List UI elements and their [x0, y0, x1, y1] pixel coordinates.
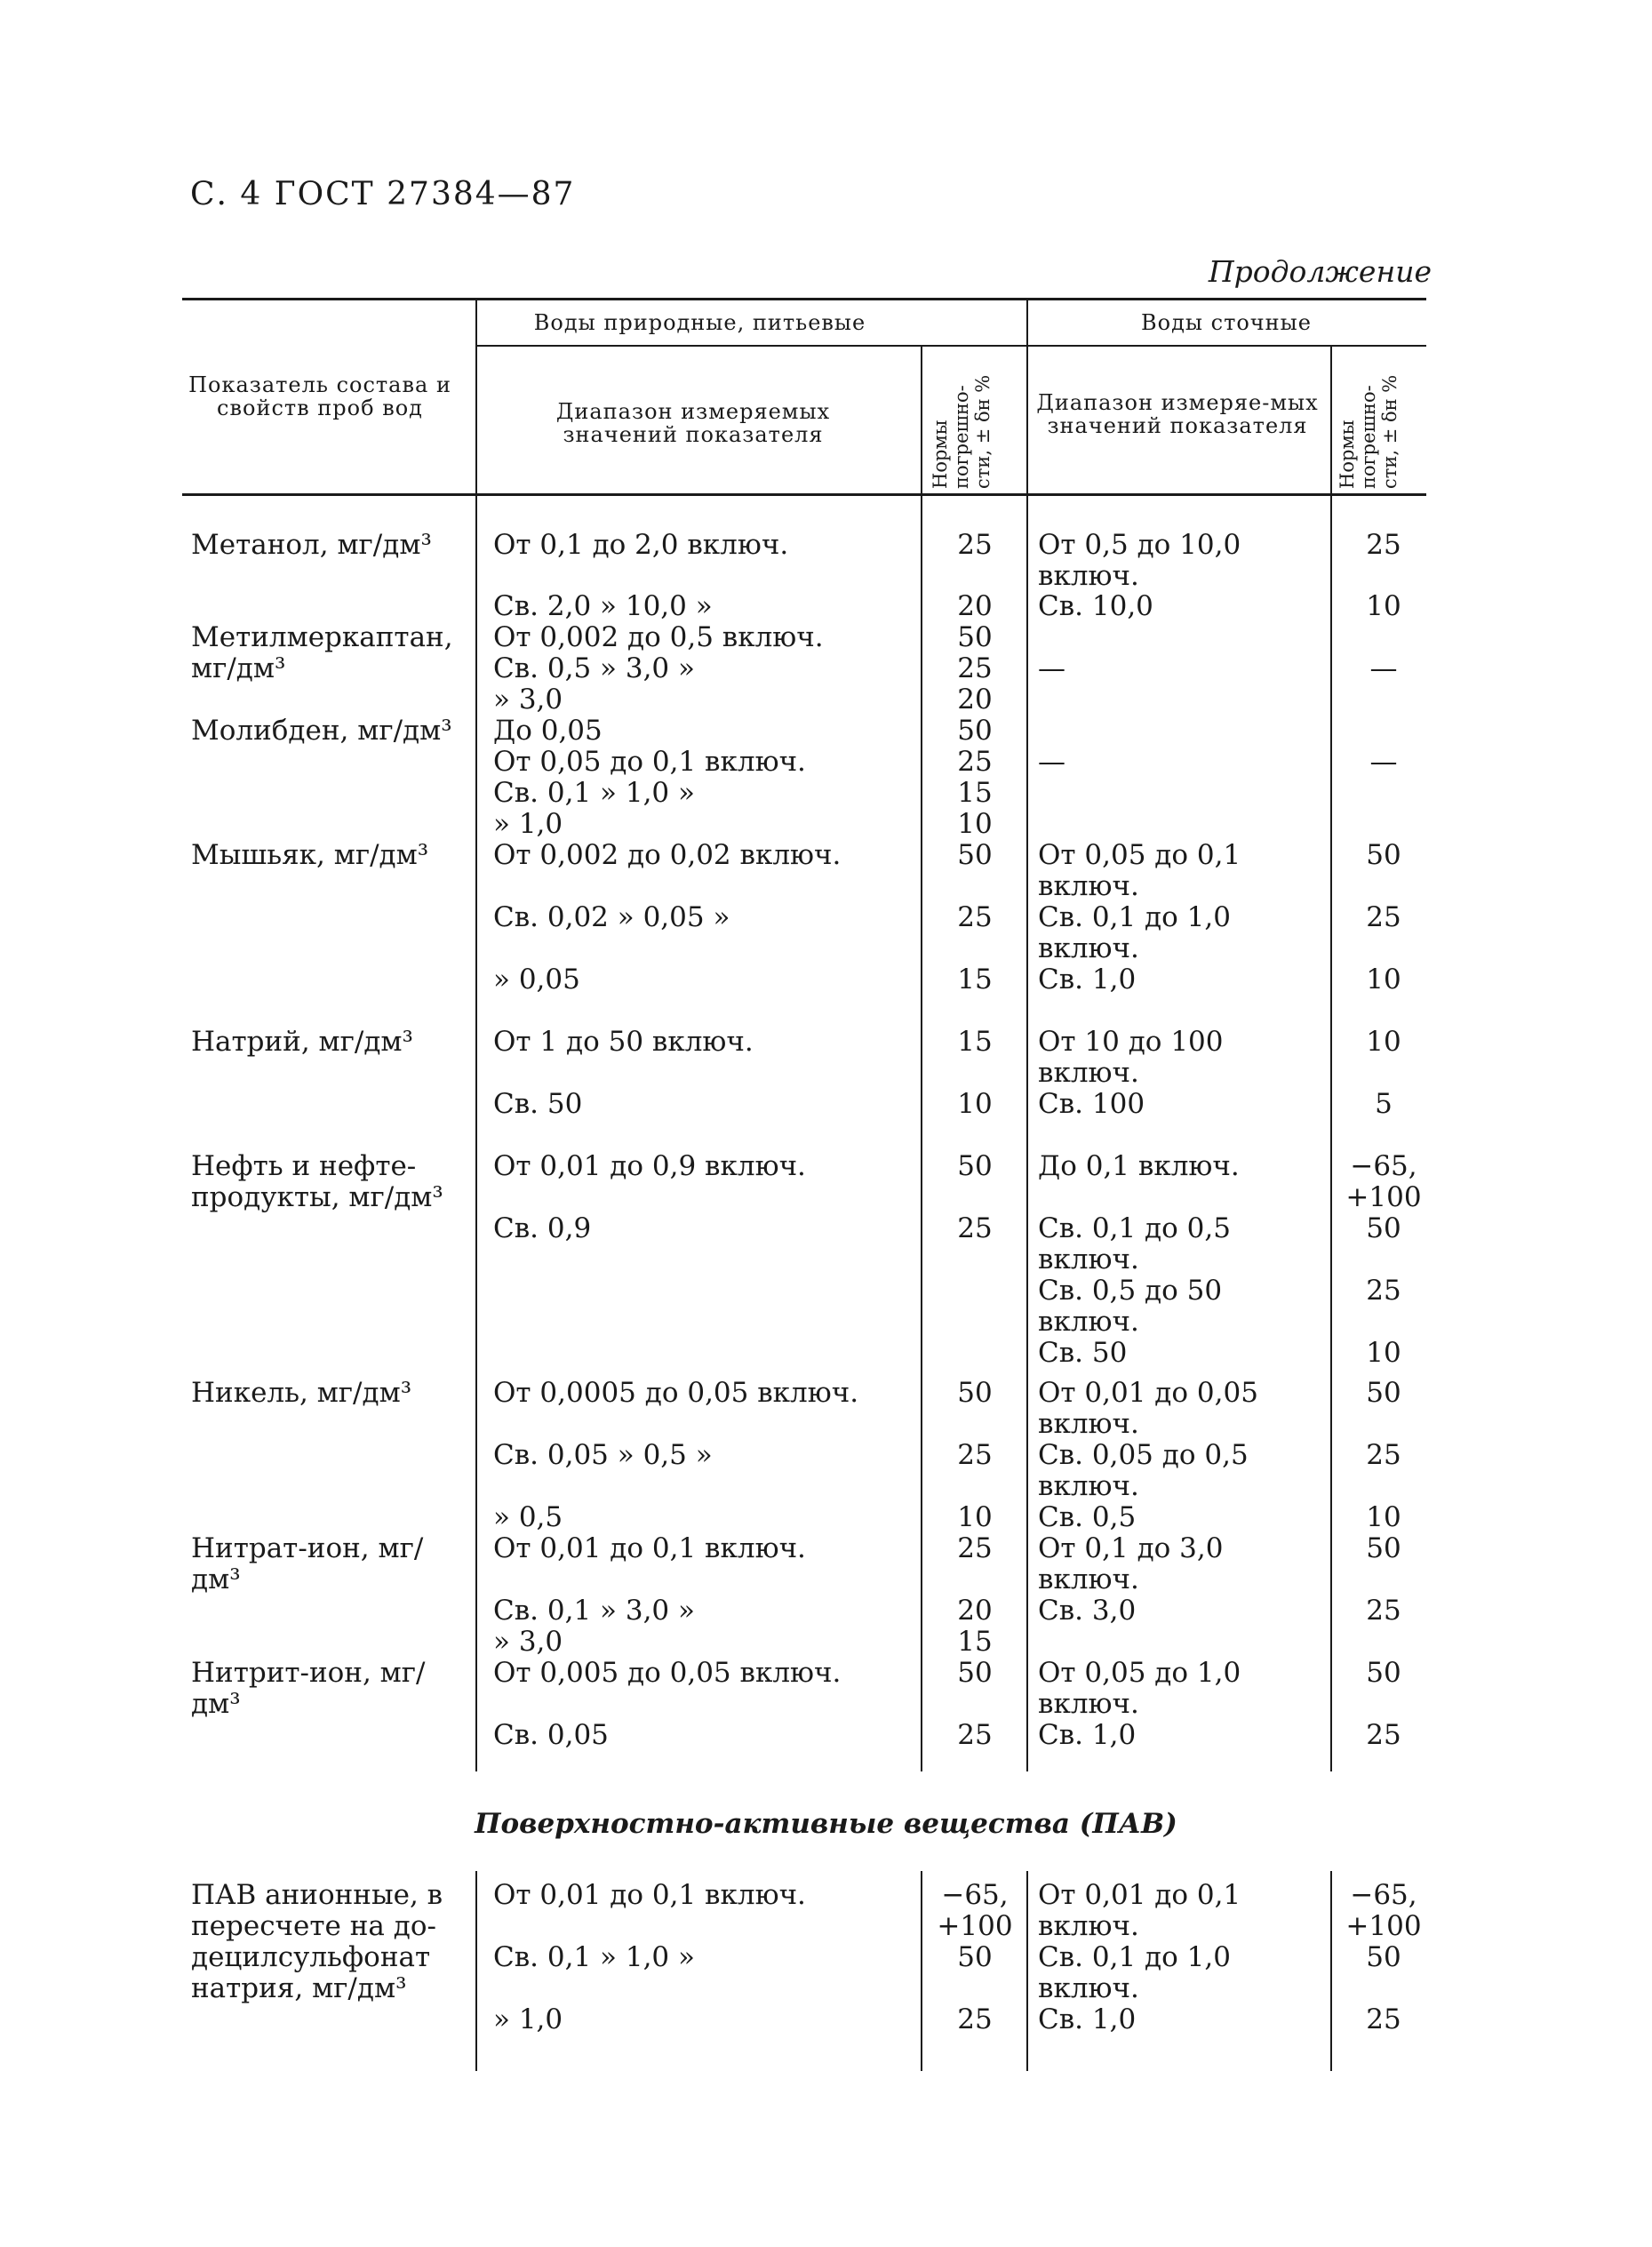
waste-error-cell: —: [1369, 746, 1398, 778]
body-line-2: [921, 496, 922, 1771]
waste-error-cell: 50: [1366, 1941, 1401, 1973]
natural-range-cell: Св. 0,05 » 0,5 »: [493, 1439, 713, 1471]
natural-error-cell: 20: [957, 1595, 993, 1627]
waste-range-cell: От 10 до 100 включ.: [1038, 1026, 1224, 1089]
indicator-cell: Метилмеркаптан, мг/дм³: [191, 621, 453, 684]
waste-range-cell: Св. 100: [1038, 1088, 1145, 1120]
header-error-natural: Нормы погрешно-сти, ± δн %: [930, 374, 994, 489]
waste-error-cell: 10: [1366, 1501, 1401, 1533]
waste-error-cell: 10: [1366, 1337, 1401, 1369]
natural-error-cell: 50: [957, 715, 993, 747]
natural-range-cell: От 0,002 до 0,5 включ.: [493, 621, 824, 653]
natural-range-cell: Св. 0,9: [493, 1212, 592, 1244]
header-group-natural: Воды природные, питьевые: [533, 310, 866, 335]
body-line-3: [1026, 496, 1028, 1771]
waste-range-cell: Св. 50: [1038, 1337, 1128, 1369]
natural-range-cell: » 1,0: [493, 808, 563, 840]
waste-error-cell: 50: [1366, 1212, 1401, 1244]
natural-range-cell: От 0,01 до 0,9 включ.: [493, 1150, 806, 1182]
body-line-1: [475, 496, 477, 1771]
natural-error-cell: 15: [957, 1026, 993, 1058]
natural-range-cell: Св. 0,02 » 0,05 »: [493, 901, 730, 933]
natural-range-cell: От 1 до 50 включ.: [493, 1026, 754, 1058]
natural-error-cell: 10: [957, 1088, 993, 1120]
table-top-rule: [182, 298, 1426, 300]
waste-error-cell: 50: [1366, 1532, 1401, 1564]
natural-range-cell: От 0,01 до 0,1 включ.: [493, 1879, 806, 1911]
header-group-waste: Воды сточные: [1141, 310, 1312, 335]
natural-error-cell: 50: [957, 1150, 993, 1182]
natural-error-cell: 15: [957, 1626, 993, 1658]
col-line-4: [1330, 347, 1332, 493]
indicator-cell: Нефть и нефте-продукты, мг/дм³: [191, 1150, 443, 1213]
natural-range-cell: » 1,0: [493, 2003, 563, 2035]
natural-range-cell: До 0,05: [493, 715, 603, 747]
col-line-3: [1026, 300, 1028, 493]
continuation-label: Продолжение: [1208, 254, 1432, 289]
natural-range-cell: Св. 2,0 » 10,0 »: [493, 590, 713, 622]
natural-range-cell: Св. 0,5 » 3,0 »: [493, 652, 695, 684]
pav-line-3: [1026, 1871, 1028, 2071]
natural-error-cell: 50: [957, 1377, 993, 1409]
waste-range-cell: Св. 1,0: [1038, 1719, 1137, 1751]
natural-range-cell: От 0,005 до 0,05 включ.: [493, 1657, 842, 1689]
waste-range-cell: До 0,1 включ.: [1038, 1150, 1240, 1182]
natural-range-cell: От 0,1 до 2,0 включ.: [493, 529, 789, 561]
natural-error-cell: −65, +100: [937, 1879, 1013, 1942]
header-range-natural: Диапазон измеряемых значений показателя: [555, 399, 831, 447]
natural-range-cell: От 0,002 до 0,02 включ.: [493, 839, 842, 871]
waste-error-cell: 50: [1366, 839, 1401, 871]
natural-range-cell: Св. 50: [493, 1088, 583, 1120]
indicator-cell: Никель, мг/дм³: [191, 1377, 412, 1409]
waste-range-cell: —: [1038, 652, 1065, 684]
waste-range-cell: Св. 1,0: [1038, 964, 1137, 996]
waste-error-cell: −65, +100: [1345, 1879, 1422, 1942]
waste-range-cell: Св. 0,5: [1038, 1501, 1137, 1533]
natural-range-cell: Св. 0,1 » 3,0 »: [493, 1595, 695, 1627]
waste-range-cell: Св. 0,05 до 0,5 включ.: [1038, 1439, 1249, 1502]
natural-error-cell: 50: [957, 839, 993, 871]
pav-line-2: [921, 1871, 922, 2071]
natural-range-cell: Св. 0,1 » 1,0 »: [493, 777, 695, 809]
waste-error-cell: 5: [1375, 1088, 1393, 1120]
natural-error-cell: 20: [957, 684, 993, 716]
natural-error-cell: 25: [957, 1439, 993, 1471]
natural-error-cell: 25: [957, 2003, 993, 2035]
pav-line-4: [1330, 1871, 1332, 2071]
indicator-cell: Натрий, мг/дм³: [191, 1026, 413, 1058]
waste-range-cell: Св. 0,1 до 1,0 включ.: [1038, 1941, 1231, 2004]
waste-range-cell: От 0,01 до 0,1 включ.: [1038, 1879, 1241, 1942]
natural-range-cell: От 0,01 до 0,1 включ.: [493, 1532, 806, 1564]
waste-range-cell: Св. 3,0: [1038, 1595, 1137, 1627]
waste-error-cell: —: [1369, 652, 1398, 684]
waste-error-cell: 25: [1366, 1275, 1401, 1307]
body-line-4: [1330, 496, 1332, 1771]
header-error-waste: Нормы погрешно-сти, ± δн %: [1337, 374, 1401, 489]
natural-range-cell: » 3,0: [493, 684, 563, 716]
natural-error-cell: 15: [957, 964, 993, 996]
natural-error-cell: 25: [957, 1532, 993, 1564]
waste-error-cell: 25: [1366, 529, 1401, 561]
waste-error-cell: 25: [1366, 1439, 1401, 1471]
waste-error-cell: 25: [1366, 2003, 1401, 2035]
waste-error-cell: 25: [1366, 1719, 1401, 1751]
indicator-cell: Мышьяк, мг/дм³: [191, 839, 429, 871]
natural-range-cell: » 3,0: [493, 1626, 563, 1658]
waste-range-cell: От 0,05 до 0,1 включ.: [1038, 839, 1241, 902]
waste-range-cell: От 0,1 до 3,0 включ.: [1038, 1532, 1224, 1595]
pav-line-1: [475, 1871, 477, 2071]
indicator-cell: Нитрит-ион, мг/дм³: [191, 1657, 426, 1720]
natural-range-cell: Св. 0,05: [493, 1719, 609, 1751]
waste-error-cell: 25: [1366, 901, 1401, 933]
indicator-cell: ПАВ анионные, в пересчете на до-децилсульфонат натрия, мг/дм³: [191, 1879, 443, 2004]
natural-range-cell: » 0,5: [493, 1501, 563, 1533]
page-header: С. 4 ГОСТ 27384—87: [190, 176, 576, 212]
waste-range-cell: Св. 10,0: [1038, 590, 1153, 622]
natural-error-cell: 25: [957, 901, 993, 933]
col-line-2: [921, 347, 922, 493]
col-line-1: [475, 300, 477, 493]
natural-error-cell: 50: [957, 1657, 993, 1689]
waste-range-cell: —: [1038, 746, 1065, 778]
waste-range-cell: Св. 1,0: [1038, 2003, 1137, 2035]
waste-error-cell: 10: [1366, 964, 1401, 996]
waste-error-cell: −65, +100: [1345, 1150, 1422, 1213]
waste-range-cell: Св. 0,1 до 0,5 включ.: [1038, 1212, 1231, 1275]
header-range-waste: Диапазон измеряе-мых значений показателя: [1036, 390, 1319, 438]
natural-error-cell: 10: [957, 1501, 993, 1533]
waste-range-cell: Св. 0,1 до 1,0 включ.: [1038, 901, 1231, 964]
natural-error-cell: 25: [957, 529, 993, 561]
natural-range-cell: » 0,05: [493, 964, 580, 996]
waste-range-cell: Св. 0,5 до 50 включ.: [1038, 1275, 1223, 1338]
natural-range-cell: От 0,05 до 0,1 включ.: [493, 746, 806, 778]
natural-range-cell: Св. 0,1 » 1,0 »: [493, 1941, 695, 1973]
waste-range-cell: От 0,05 до 1,0 включ.: [1038, 1657, 1241, 1720]
waste-error-cell: 50: [1366, 1657, 1401, 1689]
natural-error-cell: 25: [957, 652, 993, 684]
natural-error-cell: 20: [957, 590, 993, 622]
waste-range-cell: От 0,5 до 10,0 включ.: [1038, 529, 1241, 592]
natural-error-cell: 50: [957, 621, 993, 653]
group-rule: [476, 345, 1426, 347]
natural-error-cell: 25: [957, 1719, 993, 1751]
natural-error-cell: 10: [957, 808, 993, 840]
waste-error-cell: 50: [1366, 1377, 1401, 1409]
indicator-cell: Молибден, мг/дм³: [191, 715, 452, 747]
natural-error-cell: 15: [957, 777, 993, 809]
waste-range-cell: От 0,01 до 0,05 включ.: [1038, 1377, 1258, 1440]
natural-error-cell: 25: [957, 746, 993, 778]
header-indicator: Показатель состава и свойств проб вод: [188, 372, 451, 420]
waste-error-cell: 10: [1366, 590, 1401, 622]
indicator-cell: Метанол, мг/дм³: [191, 529, 432, 561]
natural-error-cell: 25: [957, 1212, 993, 1244]
indicator-cell: Нитрат-ион, мг/дм³: [191, 1532, 424, 1595]
header-bottom-rule: [182, 493, 1426, 496]
natural-error-cell: 50: [957, 1941, 993, 1973]
waste-error-cell: 25: [1366, 1595, 1401, 1627]
natural-range-cell: От 0,0005 до 0,05 включ.: [493, 1377, 859, 1409]
section-title-pav: Поверхностно-активные вещества (ПАВ): [475, 1808, 1177, 1840]
waste-error-cell: 10: [1366, 1026, 1401, 1058]
